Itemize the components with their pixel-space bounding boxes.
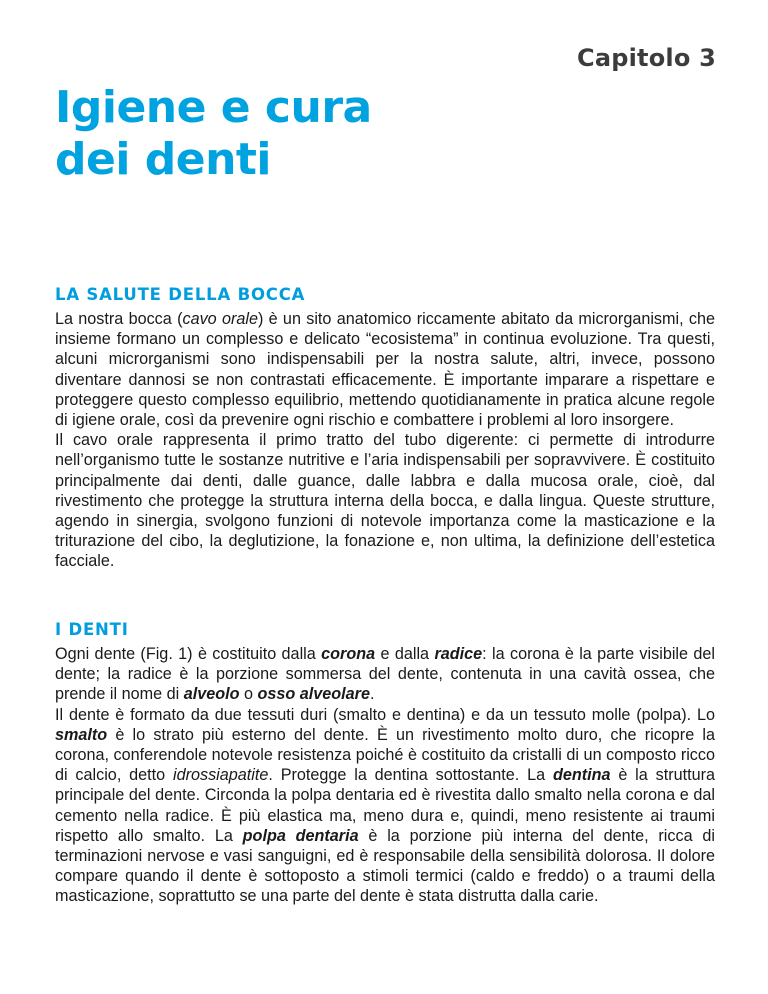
section-teeth — [55, 618, 715, 907]
page-title-line-1: Igiene e cura — [55, 82, 372, 133]
term-italic: cavo orale — [182, 310, 258, 328]
paragraph: Il cavo orale rappresenta il primo tratto del tubo digerente: ci permette di introdurre nell’organismo tutte le sostanze nutritive e l’aria indispensabili per sopravvivere. È costituito principalmente dai denti, dalle guance, dalle labbra e dalla mucosa orale, cioè, dal rivestimento che protegge la struttura interna della bocca, e dalla lingua. Queste strutture, agendo in sinergia, svolgono funzioni di notevole importanza come la masticazione e la triturazione del cibo, la deglutizione, la fonazione e, non ultima, la definizione dell’estetica facciale. — [55, 431, 715, 571]
text-run: ) è un sito anatomico riccamente abitato da microrganismi, che insieme formano un complesso e delicato “ecosistema” in continua evoluzione. Tra questi, alcuni microrganismi sono indispensabili per la nostra salute, altri, invece, possono diventare dannosi se non contrastati efficacemente. È importante imparare a rispettare e proteggere questo complesso equilibrio, mettendo quotidianamente in pratica alcune regole di igiene orale, così da prevenire ogni rischio e combattere i problemi al loro insorgere. — [55, 310, 715, 430]
text-run: Ogni dente (Fig. 1) è costituito dalla — [55, 645, 322, 663]
term-bold-italic: dentina — [552, 766, 611, 785]
section-oral-health — [55, 283, 715, 572]
text-run: è la struttura principale del dente. Circonda la polpa dentaria ed è rivestita dallo smalto nella corona e dal cemento nella radice. È più elastica ma, meno dura e, quindi, meno resistente ai traumi rispetto allo smalto. La — [55, 766, 715, 845]
term-bold-italic: polpa dentaria — [242, 826, 359, 845]
text-run: e dalla — [375, 645, 435, 663]
term-bold-italic: alveolo — [183, 685, 240, 704]
text-run: è lo strato più esterno del dente. È un rivestimento molto duro, che ricopre la corona, conferendole notevole resistenza poiché è costituito da cristalli di un composto ricco di calcio, detto — [55, 725, 715, 785]
paragraph — [55, 644, 715, 705]
text-run: La nostra bocca ( — [55, 310, 183, 328]
paragraph — [55, 309, 715, 430]
text-run: . — [369, 685, 375, 704]
term-bold-italic: radice — [434, 645, 483, 663]
text-run: Il dente è formato da due tessuti duri (smalto e dentina) e da un tessuto molle (polpa). Lo — [55, 705, 715, 724]
text-run: . Protegge la dentina sottostante. La — [268, 766, 553, 785]
section-heading-teeth: I DENTI — [55, 620, 129, 639]
term-bold-italic: osso alveolare — [257, 685, 370, 704]
page-title — [55, 82, 515, 186]
term-bold-italic: corona — [321, 645, 376, 663]
text-run: : la corona è la parte visibile del dente; la radice è la porzione sommersa del dente, contenuta in una cavità ossea, che prende il nome di — [55, 645, 715, 704]
text-run: o — [239, 685, 258, 704]
chapter-label: Capitolo 3 — [577, 44, 716, 72]
term-bold-italic: smalto — [55, 725, 108, 744]
page-title-line-2: dei denti — [55, 134, 272, 185]
paragraph — [55, 705, 715, 907]
section-heading-oral-health: LA SALUTE DELLA BOCCA — [55, 285, 306, 304]
term-italic: idrossiapatite — [172, 766, 269, 785]
text-run: è la porzione più interna del dente, ricca di terminazioni nervose e vasi sanguigni, ed è responsabile della sensibilità dolorosa. Il dolore compare quando il dente è sottoposto a stimoli termici (caldo e freddo) o a traumi della masticazione, soprattutto se una parte del dente è stata distrutta dalla carie. — [55, 826, 715, 906]
